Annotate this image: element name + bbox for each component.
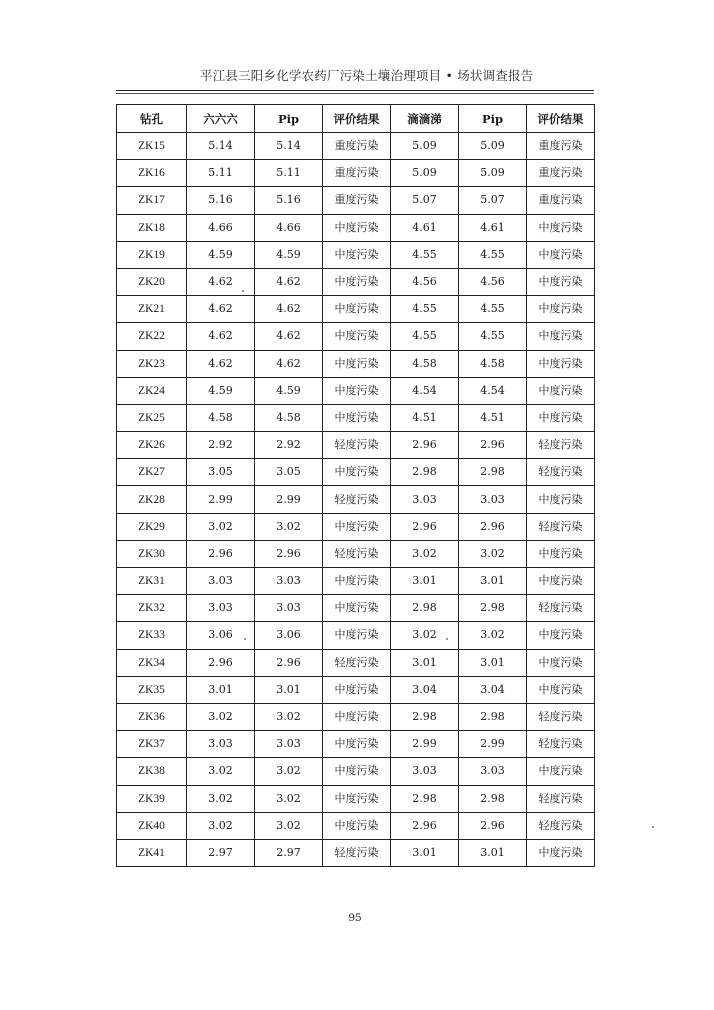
table-cell: 3.01 (459, 568, 527, 595)
table-cell: 3.01 (255, 676, 323, 703)
table-cell: 4.59 (187, 377, 255, 404)
scan-speck (446, 638, 448, 640)
header-rule-thin (116, 93, 594, 94)
table-row (117, 241, 595, 268)
table-cell: 3.06 (255, 622, 323, 649)
table-row (117, 513, 595, 540)
borehole-id-cell: ZK38 (117, 758, 187, 785)
table-cell: 2.98 (459, 459, 527, 486)
borehole-id-cell: ZK20 (117, 268, 187, 295)
table-cell: 4.66 (255, 214, 323, 241)
borehole-id-cell: ZK36 (117, 703, 187, 730)
table-row (117, 758, 595, 785)
table-cell: 2.98 (391, 459, 459, 486)
table-row (117, 432, 595, 459)
table-row (117, 214, 595, 241)
table-cell: 3.02 (255, 812, 323, 839)
column-header: 六六六 (187, 105, 255, 133)
borehole-id-cell: ZK27 (117, 459, 187, 486)
table-cell: 5.14 (255, 133, 323, 160)
scan-speck (242, 290, 244, 292)
table-cell: 轻度污染 (527, 513, 595, 540)
table-cell: 5.16 (255, 187, 323, 214)
table-cell: 3.02 (187, 758, 255, 785)
table-cell: 2.99 (187, 486, 255, 513)
borehole-id-cell: ZK24 (117, 377, 187, 404)
table-cell: 4.58 (255, 404, 323, 431)
table-cell: 轻度污染 (323, 649, 391, 676)
table-cell: 2.96 (187, 649, 255, 676)
table-cell: 轻度污染 (323, 486, 391, 513)
table-cell: 3.02 (187, 785, 255, 812)
table-row (117, 812, 595, 839)
table-cell: 3.01 (391, 649, 459, 676)
table-cell: 中度污染 (527, 404, 595, 431)
header-rule (116, 90, 594, 91)
table-cell: 中度污染 (323, 568, 391, 595)
table-cell: 3.03 (187, 595, 255, 622)
column-header: 钻孔 (117, 105, 187, 133)
table-cell: 4.54 (391, 377, 459, 404)
table-cell: 3.03 (255, 568, 323, 595)
table-cell: 5.09 (391, 160, 459, 187)
table-row (117, 486, 595, 513)
table-row (117, 703, 595, 730)
table-cell: 2.96 (391, 432, 459, 459)
borehole-id-cell: ZK28 (117, 486, 187, 513)
table-cell: 3.02 (459, 622, 527, 649)
table-row (117, 296, 595, 323)
table-cell: 5.09 (391, 133, 459, 160)
table-cell: 4.62 (187, 350, 255, 377)
table-cell: 轻度污染 (323, 432, 391, 459)
table-cell: 3.01 (391, 839, 459, 866)
table-cell: 3.02 (255, 758, 323, 785)
table-cell: 3.03 (459, 758, 527, 785)
table-cell: 3.02 (459, 540, 527, 567)
table-row (117, 187, 595, 214)
table-row (117, 622, 595, 649)
table-cell: 2.98 (459, 703, 527, 730)
table-cell: 3.03 (391, 758, 459, 785)
table-cell: 4.56 (459, 268, 527, 295)
borehole-id-cell: ZK23 (117, 350, 187, 377)
table-cell: 重度污染 (323, 133, 391, 160)
table-cell: 4.58 (187, 404, 255, 431)
table-cell: 5.16 (187, 187, 255, 214)
table-cell: 3.01 (391, 568, 459, 595)
table-cell: 3.03 (391, 486, 459, 513)
borehole-id-cell: ZK15 (117, 133, 187, 160)
table-cell: 中度污染 (527, 296, 595, 323)
table-cell: 中度污染 (323, 595, 391, 622)
table-cell: 4.59 (255, 377, 323, 404)
table-cell: 4.62 (255, 268, 323, 295)
table-cell: 4.58 (391, 350, 459, 377)
table-cell: 中度污染 (323, 812, 391, 839)
table-cell: 3.02 (391, 540, 459, 567)
table-cell: 4.55 (391, 241, 459, 268)
table-cell: 中度污染 (527, 540, 595, 567)
table-cell: 3.03 (187, 568, 255, 595)
table-cell: 中度污染 (323, 323, 391, 350)
borehole-id-cell: ZK40 (117, 812, 187, 839)
table-cell: 2.96 (391, 513, 459, 540)
table-cell: 4.51 (391, 404, 459, 431)
table-cell: 轻度污染 (527, 703, 595, 730)
table-cell: 2.96 (255, 649, 323, 676)
table-cell: 轻度污染 (323, 540, 391, 567)
table-cell: 3.02 (187, 703, 255, 730)
table-cell: 中度污染 (527, 377, 595, 404)
table-cell: 2.98 (459, 595, 527, 622)
table-cell: 5.09 (459, 160, 527, 187)
table-cell: 中度污染 (323, 268, 391, 295)
borehole-id-cell: ZK33 (117, 622, 187, 649)
borehole-id-cell: ZK35 (117, 676, 187, 703)
table-cell: 3.06 (187, 622, 255, 649)
table-row (117, 731, 595, 758)
table-cell: 4.59 (255, 241, 323, 268)
table-cell: 3.03 (187, 731, 255, 758)
borehole-id-cell: ZK31 (117, 568, 187, 595)
borehole-id-cell: ZK29 (117, 513, 187, 540)
table-row (117, 839, 595, 866)
table-cell: 4.55 (391, 296, 459, 323)
table-cell: 4.59 (187, 241, 255, 268)
table-cell: 中度污染 (527, 622, 595, 649)
table-cell: 2.96 (459, 513, 527, 540)
table-cell: 3.03 (459, 486, 527, 513)
table-cell: 中度污染 (323, 296, 391, 323)
table-cell: 3.05 (187, 459, 255, 486)
borehole-id-cell: ZK17 (117, 187, 187, 214)
borehole-id-cell: ZK30 (117, 540, 187, 567)
table-cell: 4.62 (255, 350, 323, 377)
borehole-id-cell: ZK22 (117, 323, 187, 350)
table-row (117, 568, 595, 595)
table-cell: 中度污染 (323, 350, 391, 377)
table-cell: 中度污染 (527, 486, 595, 513)
table-cell: 4.62 (187, 296, 255, 323)
table-cell: 中度污染 (323, 622, 391, 649)
table-row (117, 676, 595, 703)
table-cell: 2.98 (391, 703, 459, 730)
table-cell: 轻度污染 (527, 731, 595, 758)
borehole-id-cell: ZK34 (117, 649, 187, 676)
table-cell: 轻度污染 (527, 812, 595, 839)
borehole-id-cell: ZK26 (117, 432, 187, 459)
borehole-id-cell: ZK25 (117, 404, 187, 431)
borehole-id-cell: ZK32 (117, 595, 187, 622)
table-cell: 4.58 (459, 350, 527, 377)
table-cell: 中度污染 (527, 758, 595, 785)
table-cell: 重度污染 (527, 133, 595, 160)
table-cell: 中度污染 (323, 459, 391, 486)
table-cell: 2.97 (255, 839, 323, 866)
table-cell: 中度污染 (527, 350, 595, 377)
table-cell: 3.02 (255, 703, 323, 730)
table-cell: 4.61 (391, 214, 459, 241)
table-cell: 中度污染 (323, 785, 391, 812)
table-row (117, 268, 595, 295)
table-cell: 3.02 (255, 513, 323, 540)
table-cell: 2.96 (459, 432, 527, 459)
column-header: 滴滴涕 (391, 105, 459, 133)
page-header: 平江县三阳乡化学农药厂污染土壤治理项目 • 场状调查报告 (200, 68, 534, 83)
table-cell: 轻度污染 (527, 459, 595, 486)
table-cell: 2.92 (255, 432, 323, 459)
table-cell: 轻度污染 (527, 432, 595, 459)
table-cell: 4.62 (255, 296, 323, 323)
table-cell: 4.62 (255, 323, 323, 350)
table-cell: 5.07 (459, 187, 527, 214)
table-cell: 2.96 (391, 812, 459, 839)
table-cell: 4.55 (459, 323, 527, 350)
table-cell: 3.02 (187, 812, 255, 839)
table-cell: 4.51 (459, 404, 527, 431)
table-cell: 2.92 (187, 432, 255, 459)
table-cell: 中度污染 (323, 377, 391, 404)
table-cell: 3.02 (391, 622, 459, 649)
table-cell: 中度污染 (323, 513, 391, 540)
borehole-id-cell: ZK21 (117, 296, 187, 323)
table-cell: 中度污染 (527, 839, 595, 866)
table-cell: 轻度污染 (323, 839, 391, 866)
table-cell: 3.03 (255, 731, 323, 758)
table-cell: 3.04 (459, 676, 527, 703)
table-body (117, 133, 595, 867)
table-cell: 2.96 (459, 812, 527, 839)
table-cell: 中度污染 (323, 676, 391, 703)
table-cell: 4.55 (459, 296, 527, 323)
page-number: 95 (348, 912, 362, 924)
table-cell: 4.54 (459, 377, 527, 404)
table-cell: 5.11 (187, 160, 255, 187)
table-cell: 中度污染 (323, 214, 391, 241)
table-header-row (117, 105, 595, 133)
column-header: 评价结果 (323, 105, 391, 133)
scan-speck (652, 826, 654, 828)
table-cell: 4.62 (187, 323, 255, 350)
table-row (117, 649, 595, 676)
table-cell: 中度污染 (323, 404, 391, 431)
table-cell: 2.98 (391, 595, 459, 622)
borehole-id-cell: ZK39 (117, 785, 187, 812)
table-cell: 中度污染 (527, 323, 595, 350)
table-cell: 3.01 (459, 839, 527, 866)
table-cell: 5.07 (391, 187, 459, 214)
table-cell: 中度污染 (323, 731, 391, 758)
table-row (117, 377, 595, 404)
table-cell: 中度污染 (323, 758, 391, 785)
table-cell: 2.99 (459, 731, 527, 758)
table-row (117, 350, 595, 377)
pollution-assessment-table (116, 104, 595, 867)
borehole-id-cell: ZK18 (117, 214, 187, 241)
table-cell: 2.97 (187, 839, 255, 866)
column-header: Pip (459, 105, 527, 133)
table-row (117, 785, 595, 812)
table-row (117, 540, 595, 567)
table-cell: 中度污染 (323, 703, 391, 730)
table-cell: 4.62 (187, 268, 255, 295)
table-cell: 轻度污染 (527, 785, 595, 812)
borehole-id-cell: ZK41 (117, 839, 187, 866)
table-cell: 3.03 (255, 595, 323, 622)
table-cell: 中度污染 (527, 214, 595, 241)
table-row (117, 323, 595, 350)
table-cell: 中度污染 (527, 676, 595, 703)
table-cell: 2.96 (187, 540, 255, 567)
table-cell: 中度污染 (527, 568, 595, 595)
table-cell: 中度污染 (527, 268, 595, 295)
table-cell: 中度污染 (527, 649, 595, 676)
table-cell: 重度污染 (323, 187, 391, 214)
borehole-id-cell: ZK16 (117, 160, 187, 187)
table-cell: 4.66 (187, 214, 255, 241)
column-header: 评价结果 (527, 105, 595, 133)
table-cell: 4.61 (459, 214, 527, 241)
table-cell: 2.99 (391, 731, 459, 758)
table-cell: 2.98 (391, 785, 459, 812)
table-cell: 2.99 (255, 486, 323, 513)
table-cell: 5.09 (459, 133, 527, 160)
table-cell: 重度污染 (527, 187, 595, 214)
table-row (117, 595, 595, 622)
table-cell: 4.55 (391, 323, 459, 350)
table-cell: 重度污染 (323, 160, 391, 187)
table-cell: 3.02 (255, 785, 323, 812)
table-cell: 5.11 (255, 160, 323, 187)
table-cell: 3.05 (255, 459, 323, 486)
table-cell: 2.98 (459, 785, 527, 812)
table-cell: 5.14 (187, 133, 255, 160)
column-header: Pip (255, 105, 323, 133)
table-cell: 2.96 (255, 540, 323, 567)
table-row (117, 459, 595, 486)
table-row (117, 133, 595, 160)
table-cell: 4.56 (391, 268, 459, 295)
table-row (117, 160, 595, 187)
table-cell: 3.02 (187, 513, 255, 540)
table-cell: 重度污染 (527, 160, 595, 187)
table-cell: 中度污染 (527, 241, 595, 268)
table-row (117, 404, 595, 431)
table-cell: 4.55 (459, 241, 527, 268)
scan-speck (244, 638, 246, 640)
borehole-id-cell: ZK37 (117, 731, 187, 758)
borehole-id-cell: ZK19 (117, 241, 187, 268)
table-cell: 中度污染 (323, 241, 391, 268)
table-cell: 轻度污染 (527, 595, 595, 622)
table-cell: 3.01 (459, 649, 527, 676)
table-cell: 3.04 (391, 676, 459, 703)
table-cell: 3.01 (187, 676, 255, 703)
